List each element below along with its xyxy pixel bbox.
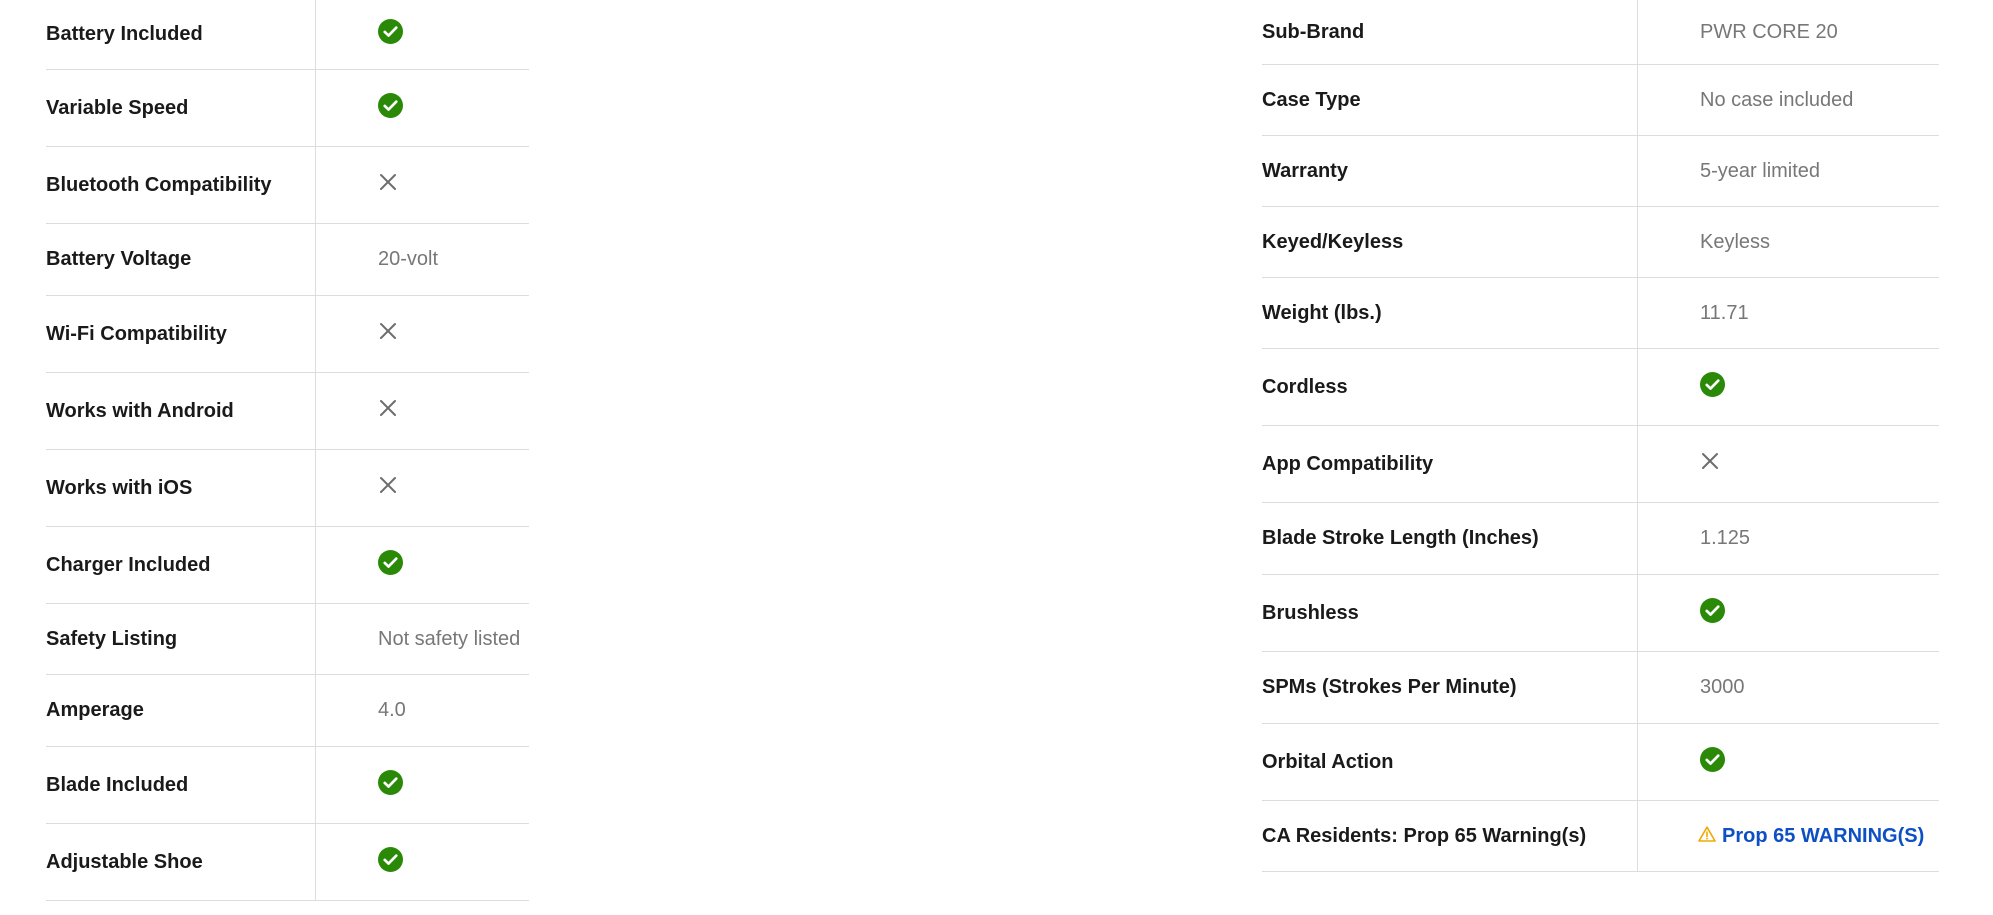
spec-row-cordless [1262, 349, 1939, 426]
spec-row-safety-listing [46, 604, 529, 675]
spec-label: Battery Voltage [46, 224, 316, 295]
prop-65-link-text[interactable]: Prop 65 WARNING(S) [1722, 824, 1925, 847]
spec-value: No case included [1700, 88, 1854, 111]
spec-row-battery-included [46, 0, 529, 70]
spec-row-case-type [1262, 65, 1939, 136]
spec-label: Battery Included [46, 0, 316, 69]
spec-row-works-with-ios [46, 450, 529, 527]
spec-value [316, 296, 529, 372]
spec-row-warranty [1262, 136, 1939, 207]
check-icon [378, 770, 403, 795]
spec-row-amperage [46, 675, 529, 747]
spec-row-weight [1262, 278, 1939, 349]
check-icon [1700, 372, 1725, 397]
spec-value [316, 527, 529, 603]
spec-row-charger-included [46, 527, 529, 604]
spec-value [316, 0, 529, 69]
spec-label: Amperage [46, 675, 316, 746]
spec-value [316, 373, 529, 449]
check-icon [1700, 747, 1725, 772]
spec-value [316, 824, 529, 900]
spec-label: Bluetooth Compatibility [46, 147, 316, 223]
check-icon [378, 550, 403, 575]
spec-value [1638, 426, 1939, 502]
spec-value: 1.125 [1700, 527, 1751, 549]
x-icon [378, 172, 398, 192]
spec-label: Cordless [1262, 349, 1638, 425]
check-icon [378, 93, 403, 118]
x-icon [378, 321, 398, 341]
check-icon [378, 19, 403, 44]
spec-label: App Compatibility [1262, 426, 1638, 502]
spec-label: SPMs (Strokes Per Minute) [1262, 652, 1638, 723]
spec-row-wifi-compatibility [46, 296, 529, 373]
spec-value: Keyless [1700, 230, 1771, 253]
spec-label: Warranty [1262, 136, 1638, 206]
spec-row-spms [1262, 652, 1939, 724]
spec-row-blade-stroke-length [1262, 503, 1939, 575]
spec-label: Works with iOS [46, 450, 316, 526]
check-icon [1700, 598, 1725, 623]
x-icon [1700, 451, 1720, 471]
spec-label: CA Residents: Prop 65 Warning(s) [1262, 801, 1638, 871]
spec-row-battery-voltage [46, 224, 529, 296]
spec-label: Safety Listing [46, 604, 316, 674]
spec-value [316, 70, 529, 146]
spec-row-keyed-keyless [1262, 207, 1939, 278]
spec-value: 5-year limited [1700, 159, 1821, 182]
spec-row-bluetooth-compatibility [46, 147, 529, 224]
spec-value [316, 747, 529, 823]
spec-label: Blade Included [46, 747, 316, 823]
spec-row-blade-included [46, 747, 529, 824]
warning-icon [1698, 826, 1716, 842]
spec-label: Adjustable Shoe [46, 824, 316, 900]
spec-row-works-with-android [46, 373, 529, 450]
spec-label: Orbital Action [1262, 724, 1638, 800]
x-icon [378, 475, 398, 495]
prop-65-warning-link[interactable] [1698, 825, 1924, 848]
spec-label: Brushless [1262, 575, 1638, 651]
spec-label: Works with Android [46, 373, 316, 449]
spec-label: Blade Stroke Length (Inches) [1262, 503, 1638, 574]
spec-value [1638, 724, 1939, 800]
spec-value: 11.71 [1700, 301, 1749, 324]
spec-row-sub-brand [1262, 0, 1939, 65]
spec-value: Not safety listed [378, 627, 521, 650]
spec-row-brushless [1262, 575, 1939, 652]
spec-value [316, 450, 529, 526]
x-icon [378, 398, 398, 418]
spec-value: PWR CORE 20 [1700, 20, 1838, 43]
spec-row-app-compatibility [1262, 426, 1939, 503]
spec-label: Variable Speed [46, 70, 316, 146]
spec-value [1638, 349, 1939, 425]
specifications-table-left [46, 0, 529, 901]
spec-label: Sub-Brand [1262, 0, 1638, 64]
spec-value: 3000 [1700, 676, 1745, 698]
specifications-table-right [1262, 0, 1939, 872]
spec-row-orbital-action [1262, 724, 1939, 801]
spec-label: Charger Included [46, 527, 316, 603]
spec-row-prop-65 [1262, 801, 1939, 872]
spec-value [1638, 575, 1939, 651]
check-icon [378, 847, 403, 872]
spec-row-variable-speed [46, 70, 529, 147]
spec-label: Case Type [1262, 65, 1638, 135]
spec-value [316, 147, 529, 223]
spec-label: Wi-Fi Compatibility [46, 296, 316, 372]
spec-value: 20-volt [378, 248, 439, 270]
spec-value [1638, 801, 1939, 871]
spec-label: Weight (lbs.) [1262, 278, 1638, 348]
spec-row-adjustable-shoe [46, 824, 529, 901]
spec-label: Keyed/Keyless [1262, 207, 1638, 277]
spec-value: 4.0 [378, 699, 406, 721]
